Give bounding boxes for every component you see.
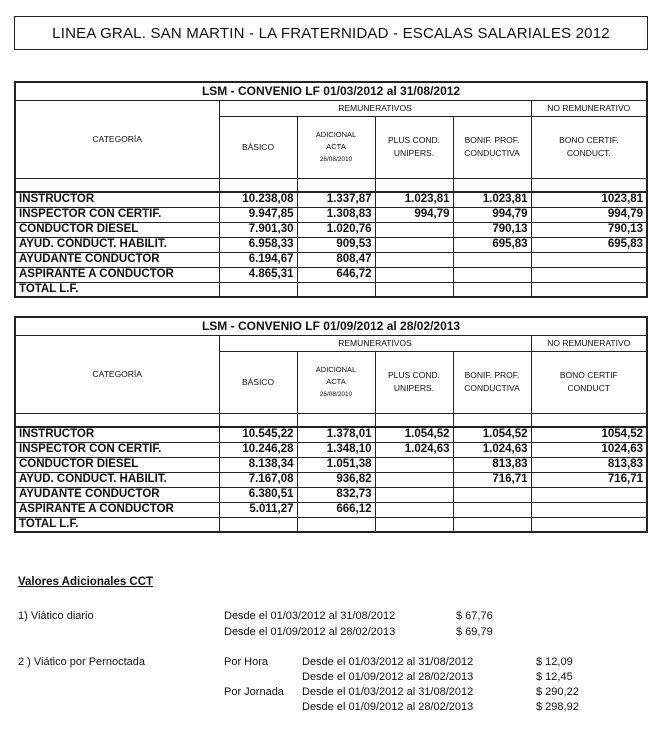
table-row: ASPIRANTE A CONDUCTOR 4.865,31 646,72	[15, 267, 647, 282]
viatico-pernoctada-label: 2 ) Viático por Pernoctada	[18, 656, 145, 668]
period: Desde el 01/09/2012 al 28/02/2013	[302, 701, 474, 713]
header-basico: BÁSICO	[219, 351, 297, 413]
amount: $ 290,22	[536, 686, 579, 698]
amount: $ 67,76	[456, 610, 493, 622]
amount: $ 12,45	[536, 671, 573, 683]
page-title	[14, 16, 648, 50]
amount: $ 12,09	[536, 656, 573, 668]
period: Desde el 01/09/2012 al 28/02/2013	[302, 671, 474, 683]
header-bono: BONO CERTIF. CONDUCT.	[531, 116, 647, 178]
period: Desde el 01/03/2012 al 31/08/2012	[224, 610, 396, 622]
table-row-total: TOTAL L.F.	[15, 282, 647, 297]
header-adicional: ADICIONAL ACTA 26/08/2010	[297, 116, 375, 178]
header-bonif: BONIF. PROF. CONDUCTIVA	[453, 351, 531, 413]
table-row: INSTRUCTOR 10.238,08 1.337,87 1.023,81 1.023,81 1023,81	[15, 192, 647, 207]
period: Desde el 01/03/2012 al 31/08/2012	[302, 686, 474, 698]
header-plus: PLUS COND. UNIPERS.	[375, 351, 453, 413]
table-row: CONDUCTOR DIESEL 8.138,34 1.051,38 813,83 813,83	[15, 457, 647, 472]
amount: $ 69,79	[456, 626, 493, 638]
spacer-row	[15, 178, 647, 192]
por-hora-label: Por Hora	[224, 656, 269, 668]
section-heading: Valores Adicionales CCT	[18, 576, 154, 588]
amount: $ 298,92	[536, 701, 579, 713]
table-row: INSPECTOR CON CERTIF. 9.947,85 1.308,83 994,79 994,79 994,79	[15, 207, 647, 222]
header-categoria: CATEGORÍA	[15, 335, 219, 413]
table-row: AYUD. CONDUCT. HABILIT. 7.167,08 936,82 716,71 716,71	[15, 472, 647, 487]
table-row: AYUD. CONDUCT. HABILIT. 6.958,33 909,53 695,83 695,83	[15, 237, 647, 252]
header-adicional: ADICIONAL ACTA 26/08/2010	[297, 351, 375, 413]
group-remunerativos: REMUNERATIVOS	[219, 100, 531, 116]
group-no-remunerativo: NO REMUNERATIVO	[531, 335, 647, 351]
table-row: INSPECTOR CON CERTIF. 10.246,28 1.348,10 1.024,63 1.024,63 1024,63	[15, 442, 647, 457]
table-row: AYUDANTE CONDUCTOR 6.380,51 832,73	[15, 487, 647, 502]
header-plus: PLUS COND. UNIPERS.	[375, 116, 453, 178]
header-bonif: BONIF. PROF. CONDUCTIVA	[453, 116, 531, 178]
header-bono: BONO CERTIF CONDUCT	[531, 351, 647, 413]
table-title: LSM - CONVENIO LF 01/09/2012 al 28/02/2013	[15, 317, 647, 335]
period: Desde el 01/09/2012 al 28/02/2013	[224, 626, 396, 638]
table-row: CONDUCTOR DIESEL 7.901,30 1.020,76 790,13 790,13	[15, 222, 647, 237]
period: Desde el 01/03/2012 al 31/08/2012	[302, 656, 474, 668]
table-title: LSM - CONVENIO LF 01/03/2012 al 31/08/2012	[15, 82, 647, 100]
header-basico: BÁSICO	[219, 116, 297, 178]
spacer-row	[15, 413, 647, 427]
table-row: AYUDANTE CONDUCTOR 6.194,67 808,47	[15, 252, 647, 267]
group-no-remunerativo: NO REMUNERATIVO	[531, 100, 647, 116]
por-jornada-label: Por Jornada	[224, 686, 284, 698]
header-categoria: CATEGORÍA	[15, 100, 219, 178]
salary-table-2	[14, 316, 648, 533]
salary-table-1	[14, 81, 648, 298]
table-row: ASPIRANTE A CONDUCTOR 5.011,27 666,12	[15, 502, 647, 517]
table-row-total: TOTAL L.F.	[15, 517, 647, 532]
viatico-diario-label: 1) Viático diario	[18, 610, 94, 622]
table-row: INSTRUCTOR 10.545,22 1.378,01 1.054,52 1.054,52 1054,52	[15, 427, 647, 442]
page-title-text: LINEA GRAL. SAN MARTIN - LA FRATERNIDAD - ESCALAS SALARIALES 2012	[52, 24, 610, 42]
group-remunerativos: REMUNERATIVOS	[219, 335, 531, 351]
